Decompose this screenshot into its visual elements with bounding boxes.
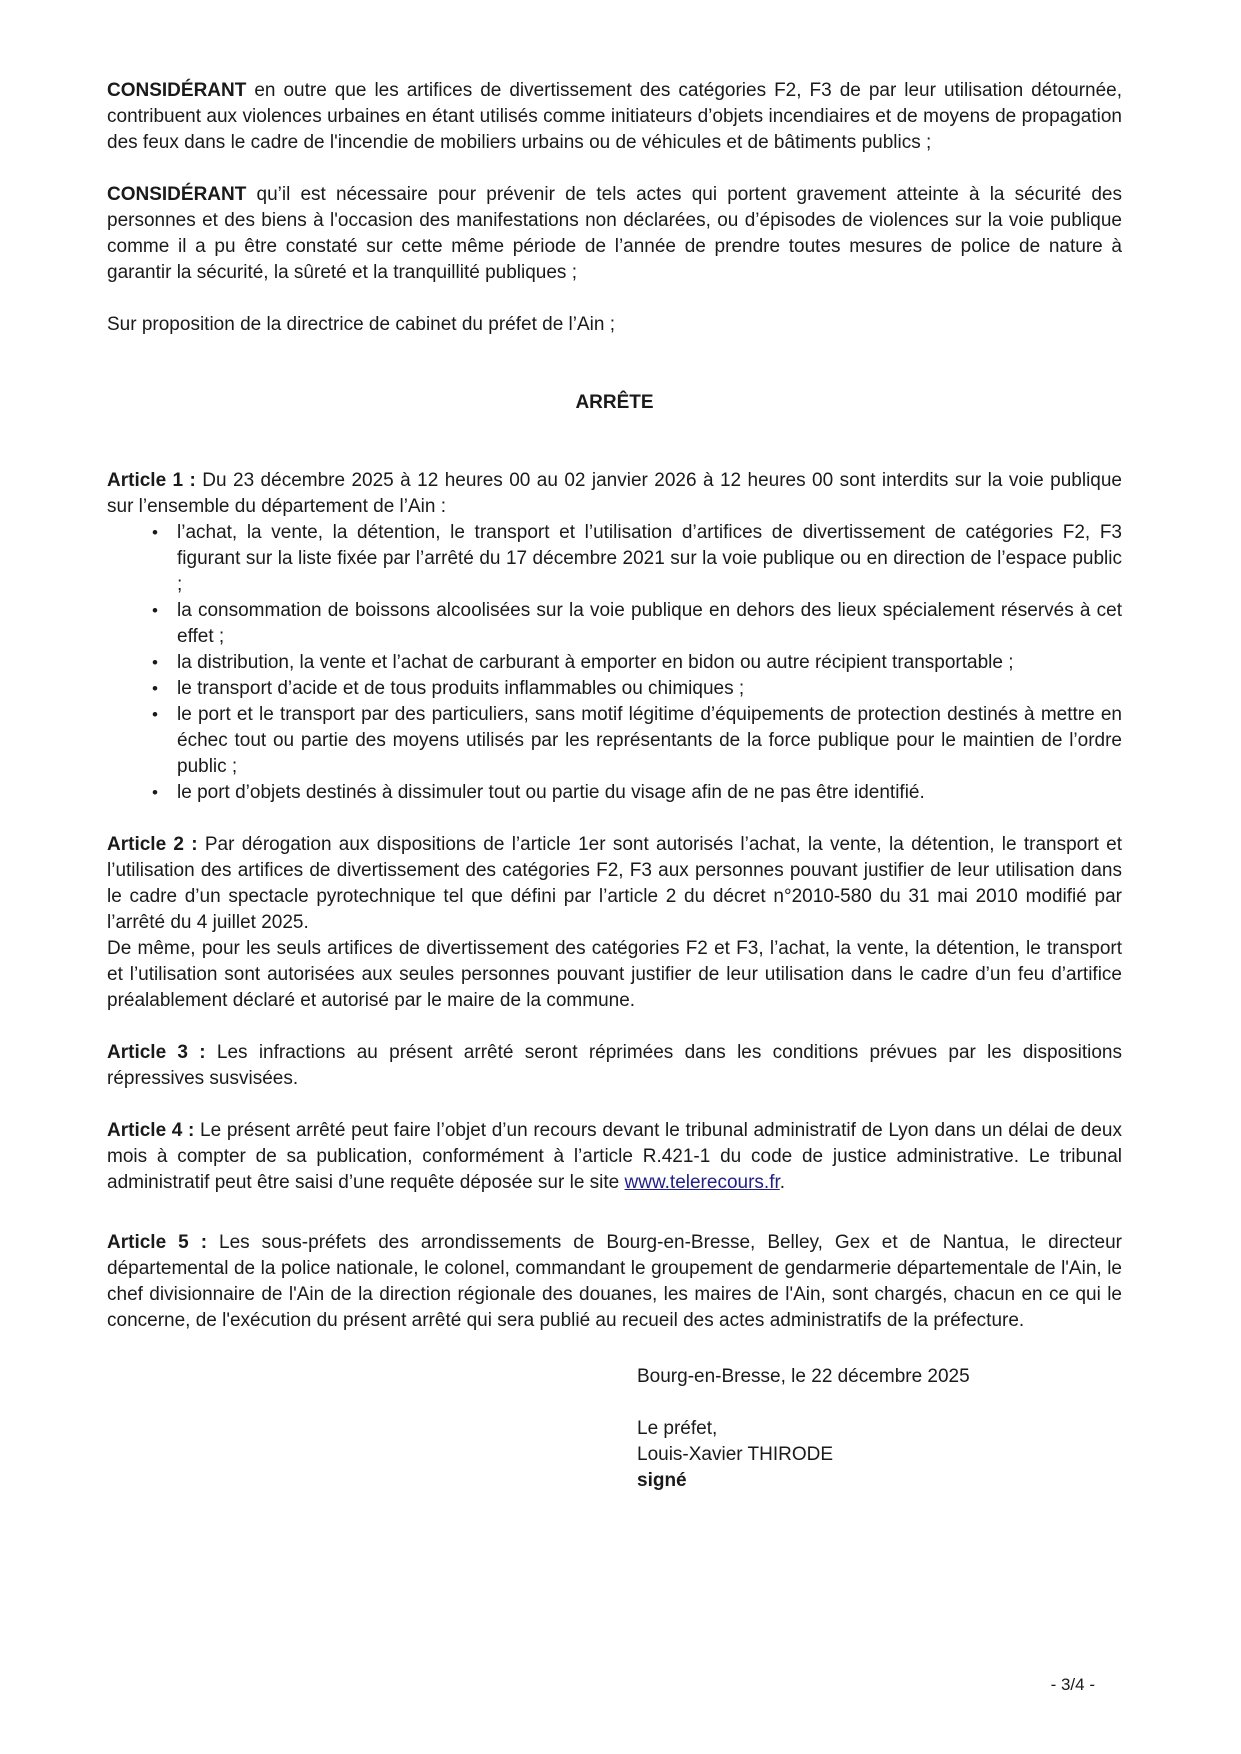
article-1-paragraph — [107, 468, 1122, 520]
list-item — [177, 520, 1122, 598]
considerant-paragraph-2 — [107, 182, 1122, 286]
article-5-paragraph — [107, 1230, 1122, 1334]
list-item — [177, 780, 1122, 806]
article-2 — [107, 832, 1122, 1014]
article-1 — [107, 468, 1122, 806]
article-3-text: Les infractions au présent arrêté seront réprimées dans les conditions prévues par les dispositions répressives susvisées. — [107, 1042, 1122, 1089]
signature-title: Le préfet, — [637, 1418, 718, 1439]
signature-signed: signé — [637, 1470, 687, 1491]
article-5-label: Article 5 : — [107, 1232, 208, 1253]
article-4-text-before-link: Le présent arrêté peut faire l’objet d’un recours devant le tribunal administratif de Lyon dans un délai de deux mois à compter de sa publication, conformément à l’article R.421-1 du code de justice administrative. Le tribunal administratif peut être saisi d’une requête déposée sur le site — [107, 1120, 1122, 1193]
signature-name: Louis-Xavier THIRODE — [637, 1444, 834, 1465]
list-item — [177, 598, 1122, 650]
article-3 — [107, 1040, 1122, 1092]
page-number: - 3/4 - — [1050, 1675, 1095, 1694]
article-3-paragraph — [107, 1040, 1122, 1092]
article-4-label: Article 4 : — [107, 1120, 195, 1141]
list-item — [177, 702, 1122, 780]
list-item — [177, 676, 1122, 702]
considerant-label-1: CONSIDÉRANT — [107, 80, 247, 101]
considerant-text-1: en outre que les artifices de divertissement des catégories F2, F3 de par leur utilisation détournée, contribuent aux violences urbaines en étant utilisés comme initiateurs d’objets incendiaires et de moyens de propagation des feux dans le cadre de l'incendie de mobiliers urbains ou de véhicules et de bâtiments publics ; — [107, 80, 1122, 153]
article-5 — [107, 1230, 1122, 1334]
article-5-text: Les sous-préfets des arrondissements de Bourg-en-Bresse, Belley, Gex et de Nantua, le directeur départemental de la police nationale, le colonel, commandant le groupement de gendarmerie départementale de l'Ain, le chef divisionnaire de l'Ain de la direction régionale des douanes, les maires de l'Ain, sont chargés, chacun en ce qui le concerne, de l'exécution du présent arrêté qui sera publié au recueil des actes administratifs de la préfecture. — [107, 1232, 1122, 1331]
list-item-text: le port d’objets destinés à dissimuler tout ou partie du visage afin de ne pas être identifié. — [177, 782, 925, 803]
arrete-heading: ARRÊTE — [575, 392, 654, 413]
interdictions-list — [107, 520, 1122, 806]
article-2-text: Par dérogation aux dispositions de l’article 1er sont autorisés l’achat, la vente, la détention, le transport et l’utilisation des artifices de divertissement des catégories F2, F3 aux personnes pouvant justifier de leur utilisation dans le cadre d’un spectacle pyrotechnique tel que défini par l’article 2 du décret n°2010-580 du 31 mai 2010 modifié par l’arrêté du 4 juillet 2025. — [107, 834, 1122, 933]
article-1-text: Du 23 décembre 2025 à 12 heures 00 au 02 janvier 2026 à 12 heures 00 sont interdits sur la voie publique sur l’ensemble du département de l’Ain : — [107, 470, 1122, 517]
article-4-text-after-link: . — [779, 1172, 786, 1193]
list-item — [177, 650, 1122, 676]
article-2-paragraph-1 — [107, 832, 1122, 936]
signature-block — [637, 1364, 1122, 1494]
article-2-paragraph-2: De même, pour les seuls artifices de divertissement des catégories F2 et F3, l’achat, la vente, la détention, le transport et l’utilisation sont autorisées aux seules personnes pouvant justifier de leur utilisation dans le cadre d’un feu d’artifice préalablement déclaré et autorisé par le maire de la commune. — [107, 938, 1122, 1011]
proposition-paragraph: Sur proposition de la directrice de cabinet du préfet de l’Ain ; — [107, 314, 616, 335]
list-item-text: le transport d’acide et de tous produits inflammables ou chimiques ; — [177, 678, 745, 699]
article-1-label: Article 1 : — [107, 470, 196, 491]
list-item-text: la consommation de boissons alcoolisées sur la voie publique en dehors des lieux spécialement réservés à cet effet ; — [177, 600, 1122, 647]
signature-place-date: Bourg-en-Bresse, le 22 décembre 2025 — [637, 1366, 970, 1387]
article-4 — [107, 1118, 1122, 1196]
article-2-label: Article 2 : — [107, 834, 198, 855]
telerecours-link[interactable]: www.telerecours.fr — [624, 1172, 780, 1193]
list-item-text: le port et le transport par des particuliers, sans motif légitime d’équipements de protection destinés à mettre en échec tout ou partie des moyens utilisés par les représentants de la force publique pour le maintien de l’ordre public ; — [177, 704, 1122, 777]
article-4-paragraph — [107, 1118, 1122, 1196]
article-3-label: Article 3 : — [107, 1042, 206, 1063]
list-item-text: la distribution, la vente et l’achat de carburant à emporter en bidon ou autre récipient transportable ; — [177, 652, 1014, 673]
considerant-text-2: qu’il est nécessaire pour prévenir de tels actes qui portent gravement atteinte à la sécurité des personnes et des biens à l'occasion des manifestations non déclarées, ou d’épisodes de violences sur la voie publique comme il a pu être constaté sur cette même période de l’année de prendre toutes mesures de police de nature à garantir la sécurité, la sûreté et la tranquillité publiques ; — [107, 184, 1122, 283]
considerant-paragraph-1 — [107, 78, 1122, 156]
considerant-label-2: CONSIDÉRANT — [107, 184, 247, 205]
list-item-text: l’achat, la vente, la détention, le transport et l’utilisation d’artifices de divertissement de catégories F2, F3 figurant sur la liste fixée par l’arrêté du 17 décembre 2021 sur la voie publique ou en direction de l’espace public ; — [177, 522, 1122, 595]
